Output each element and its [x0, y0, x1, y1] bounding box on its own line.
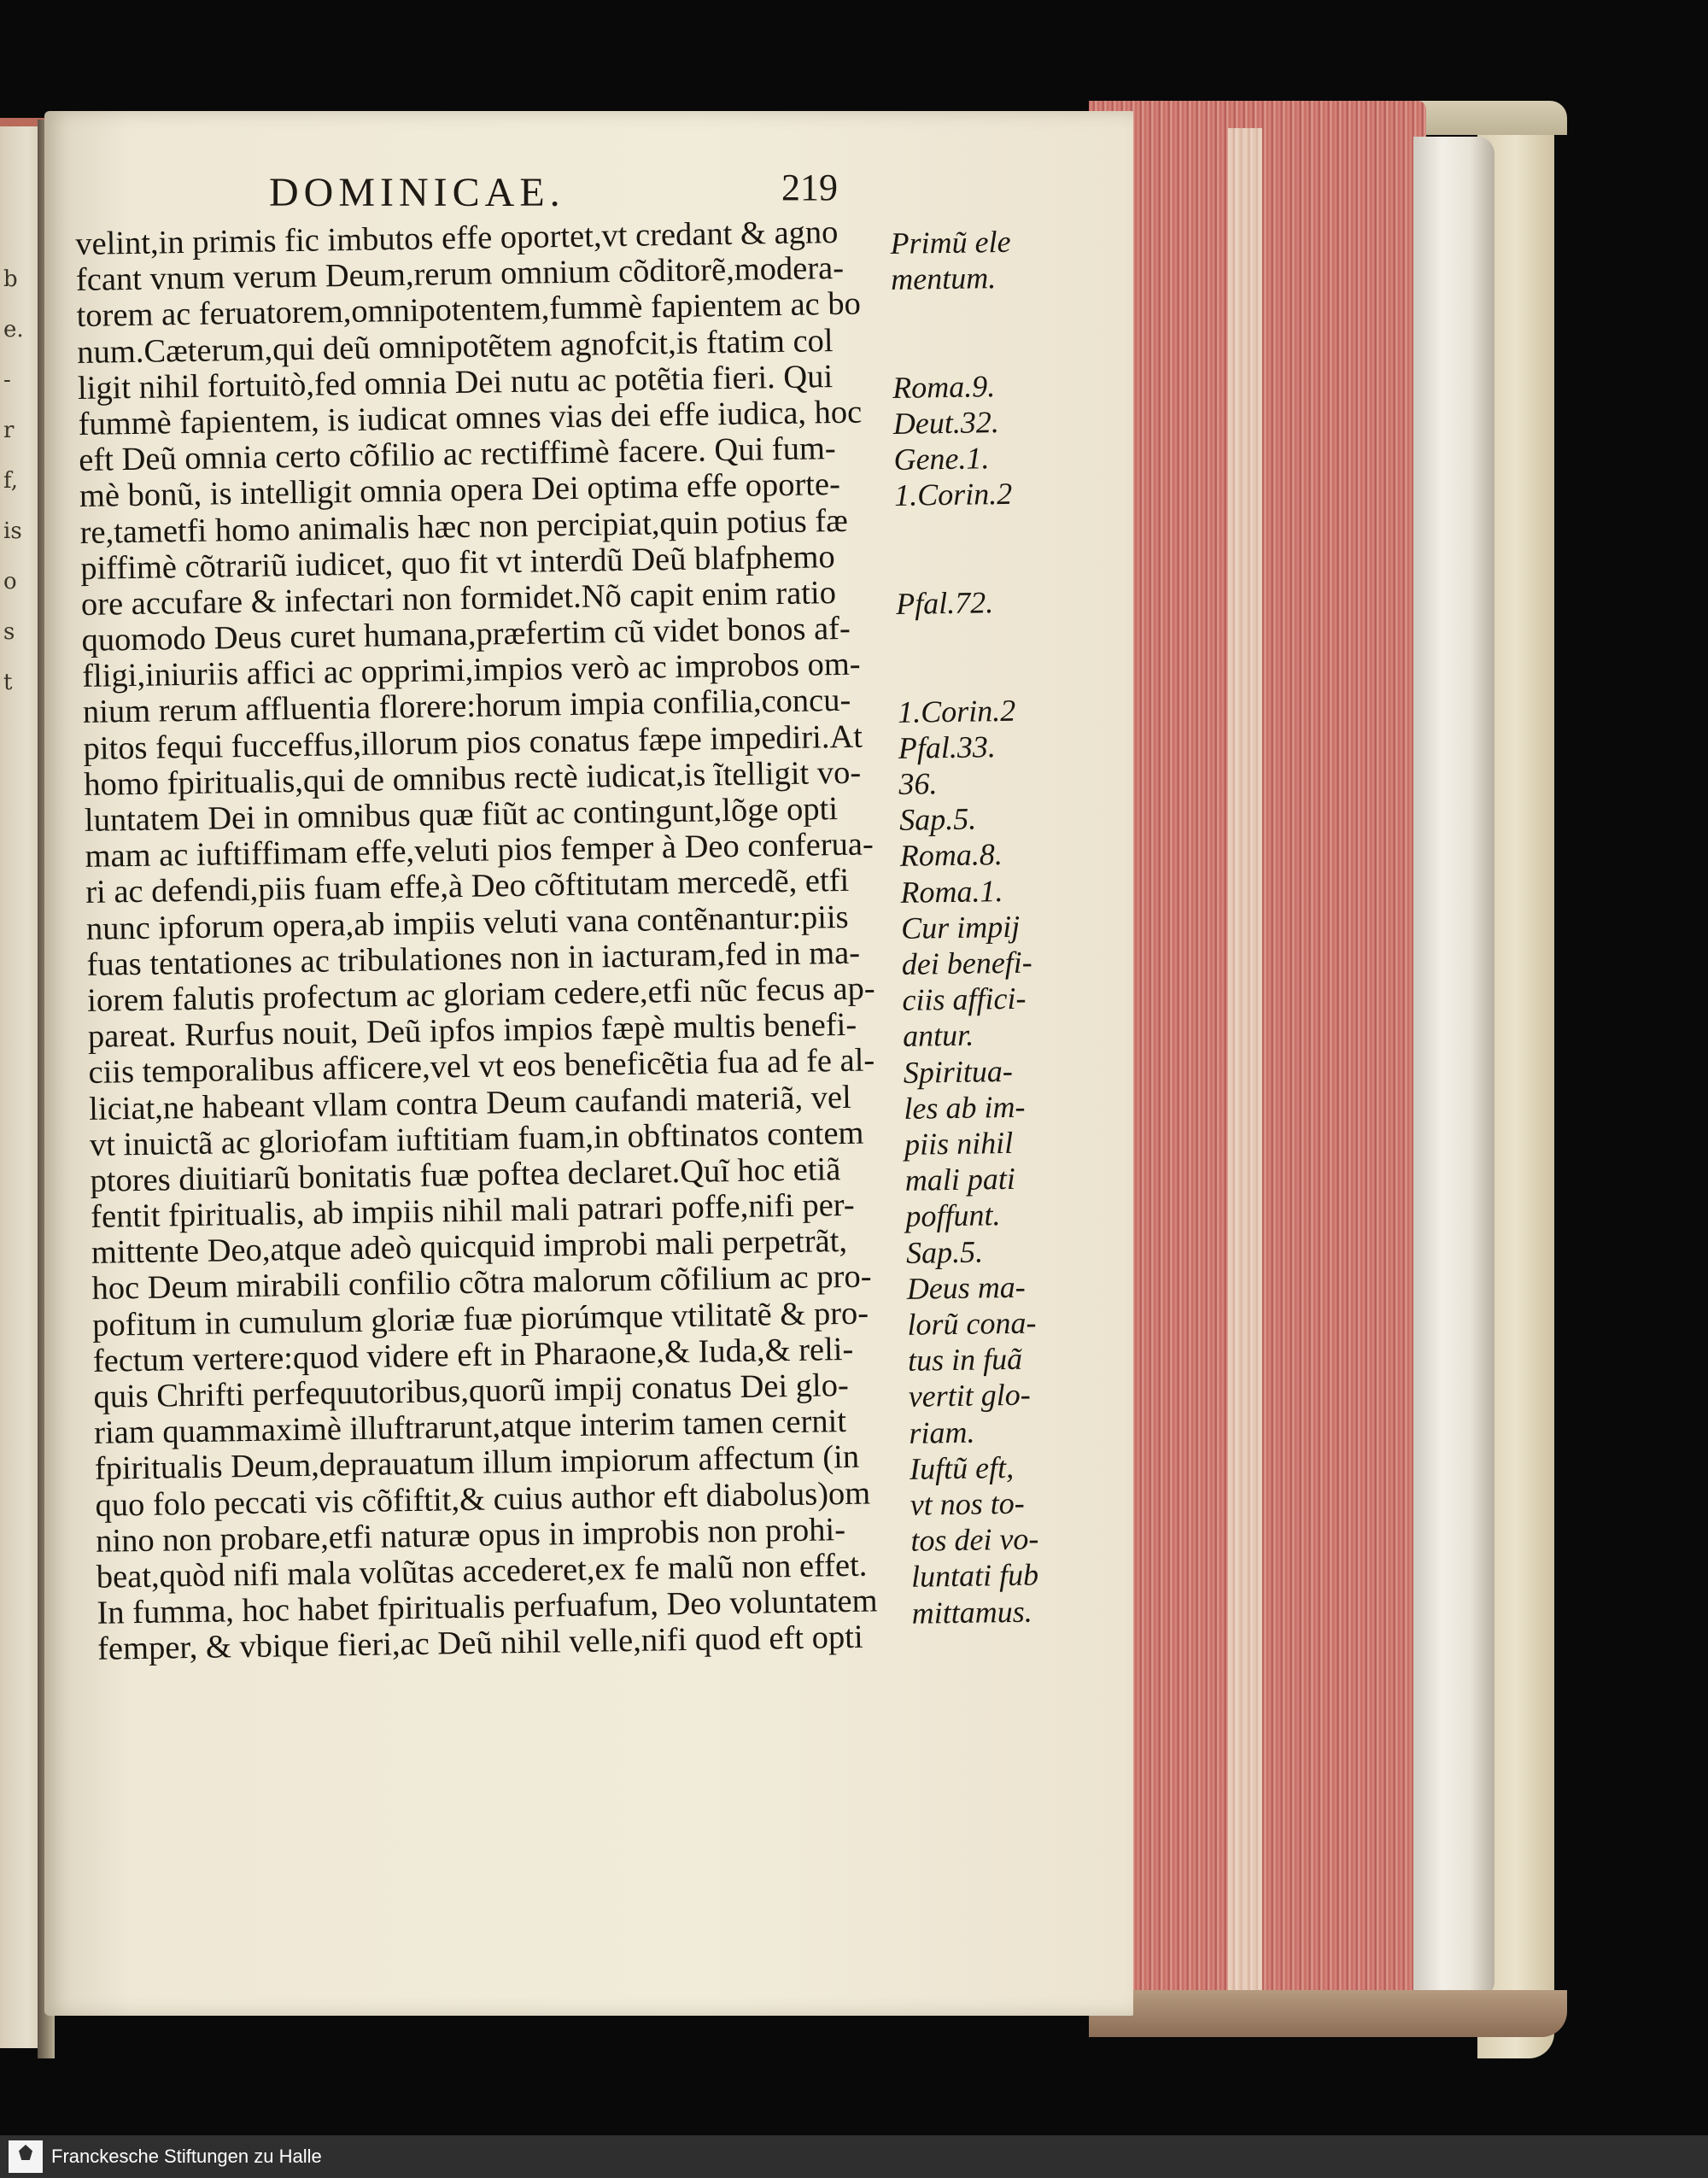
margin-note: mali pati	[904, 1162, 1016, 1198]
footer-bar	[0, 2135, 1708, 2178]
running-head: DOMINICAE.	[269, 170, 565, 215]
margin-note: Pfal.33.	[898, 729, 997, 765]
text-line: piffimè cõtrariũ iudicet, quo fit vt interdũ Deũ blafphemo	[79, 538, 835, 587]
text-line: femper, & vbique fieri,ac Deũ nihil velle,nifi quod eft opti	[97, 1619, 863, 1668]
text-line: hoc Deum mirabili confilio cõtra malorum cõfilium ac pro-	[91, 1258, 872, 1308]
margin-note: vt nos to-	[910, 1485, 1026, 1522]
text-line: ore accufare & infectari non formidet.Nõ capit enim ratio	[80, 574, 837, 623]
text-line: fpiritualis Deum,deprauatum illum impiorum affectum (in	[94, 1439, 860, 1488]
footer-label: Franckesche Stiftungen zu Halle	[51, 2146, 322, 2167]
text-line: eft Deũ omnia certo cõfilio ac rectiffimè facere. Qui fum-	[78, 430, 837, 479]
left-page-mark: e.	[3, 317, 24, 343]
text-line: ciis temporalibus afficere,vel vt eos beneficẽtia fua ad fe al-	[88, 1042, 875, 1092]
left-page-mark: s	[3, 619, 15, 645]
margin-note: piis nihil	[904, 1125, 1014, 1162]
left-page-mark: f,	[3, 468, 18, 494]
text-line: mam ac iuftiffimam effe,veluti pios femper à Deo conferua-	[85, 826, 874, 875]
margin-note: Roma.8.	[899, 837, 1003, 874]
margin-note: vertit glo-	[908, 1377, 1032, 1414]
franckesche-stiftungen-logo-icon	[9, 2140, 43, 2173]
text-line: iorem falutis profectum ac gloriam cedere,etfi nũc fecus ap-	[86, 970, 875, 1019]
text-line: quomodo Deus curet humana,præfertim cũ videt bonos af-	[81, 610, 851, 659]
endpaper-edge	[1413, 137, 1494, 1999]
text-line: mittente Deo,atque adeò quicquid improbi mali perpetrãt,	[91, 1223, 848, 1272]
margin-note: tos dei vo-	[910, 1521, 1039, 1558]
text-line: pitos fequi fucceffus,illorum pios conatus fæpe impediri.At	[83, 718, 863, 767]
text-line: ptores diuitiarũ bonitatis fuæ poftea declaret.Quĩ hoc etiã	[90, 1150, 841, 1199]
margin-note: 36.	[898, 766, 938, 801]
left-page-mark: o	[3, 569, 17, 594]
text-line: velint,in primis fic imbutos effe oportet,vt credant & agno	[75, 214, 839, 262]
text-line: luntatem Dei in omnibus quæ fiũt ac contingunt,lõge opti	[84, 791, 839, 839]
text-line: fummè fapientem, is iudicat omnes vias dei effe iudica, hoc	[78, 394, 863, 442]
text-line: nium rerum affluentia florere:horum impia confilia,concu-	[82, 682, 851, 731]
text-line: ligit nihil fortuitò,fed omnia Dei nutu ac potẽtia fieri. Qui	[77, 358, 834, 407]
left-page-mark: -	[3, 367, 11, 393]
margin-note: mittamus.	[911, 1594, 1033, 1631]
text-line: re,tametfi homo animalis hæc non percipiat,quin potius fæ	[79, 502, 849, 551]
cover-bottom-edge	[1089, 1990, 1567, 2037]
text-line: riam quammaximè illuftrarunt,atque interim tamen cernit	[93, 1403, 847, 1452]
text-line: fligi,iniuriis affici ac opprimi,impios verò ac improbos om-	[81, 646, 861, 695]
page-number: 219	[781, 167, 838, 208]
margin-note: luntati fub	[910, 1557, 1039, 1595]
text-line: fentit fpiritualis, ab impiis nihil mali patrari poffe,nifi per-	[90, 1186, 855, 1235]
text-line: liciat,ne habeant vllam contra Deum caufandi materiã, vel	[88, 1079, 852, 1127]
text-line: mè bonũ, is intelligit omnia opera Dei optima effe oporte-	[79, 466, 841, 515]
text-line: num.Cæterum,qui deũ omnipotẽtem agnofcit,is ftatim col	[76, 322, 834, 371]
text-line: quis Chrifti perfequutoribus,quorũ impij conatus Dei glo-	[93, 1367, 850, 1415]
margin-note: Cur impij	[900, 909, 1021, 946]
text-line: pareat. Rurfus nouit, Deũ ipfos impios fæpè multis benefi-	[87, 1006, 857, 1056]
text-line: fectum vertere:quod videre eft in Pharaone,& Iuda,& reli-	[92, 1331, 854, 1379]
margin-note: dei benefi-	[901, 945, 1033, 981]
margin-note: Deus ma-	[906, 1269, 1027, 1306]
text-line: pofitum in cumulum gloriæ fuæ piorúmque vtilitatẽ & pro-	[91, 1295, 869, 1344]
left-page-mark: t	[3, 670, 13, 695]
text-line: quo folo peccati vis cõfiftit,& cuius author eft diabolus)om	[95, 1475, 871, 1524]
fore-edge-light-band	[1228, 128, 1262, 1990]
text-line: nunc ipforum opera,ab impiis veluti vana contẽnantur:piis	[85, 899, 849, 947]
text-line: In fumma, hoc habet fpiritualis perfuafum, Deo voluntatem	[97, 1583, 878, 1631]
margin-note: Iuftũ eft,	[909, 1449, 1015, 1486]
text-line: homo fpiritualis,qui de omnibus rectè iudicat,is ĩtelligit vo-	[83, 754, 862, 803]
margin-note: Deut.32.	[892, 405, 1000, 441]
margin-note: Sap.5.	[905, 1234, 984, 1270]
margin-note: ciis affici-	[902, 981, 1027, 1018]
body-text	[75, 214, 917, 1667]
margin-note: riam.	[909, 1414, 975, 1450]
text-line: torem ac feruatorem,omnipotentem,fummè fapientem ac bo	[76, 285, 862, 335]
margin-note: tus in fuã	[907, 1341, 1023, 1379]
text-line: beat,quòd nifi mala volũtas accederet,ex fe malũ non effet.	[96, 1547, 868, 1595]
margin-note: poffunt.	[905, 1197, 1001, 1234]
margin-note: Gene.1.	[893, 441, 990, 477]
margin-note: Roma.9.	[892, 368, 996, 405]
margin-note: Pfal.72.	[895, 585, 994, 621]
margin-note: 1.Corin.2	[897, 693, 1016, 729]
margin-note: mentum.	[890, 261, 997, 297]
text-line: vt inuictã ac gloriofam iuftitiam fuam,in obftinatos contem	[89, 1115, 864, 1163]
text-line: fcant vnum verum Deum,rerum omnium cõditorẽ,modera-	[75, 250, 845, 299]
margin-note: Primũ ele	[890, 224, 1011, 261]
margin-note: lorũ cona-	[907, 1305, 1037, 1342]
margin-note: Sap.5.	[898, 801, 977, 838]
text-line: fuas tentationes ac tribulationes non in iacturam,fed in ma-	[86, 934, 861, 983]
margin-note: Roma.1.	[900, 873, 1003, 910]
text-line: ri ac defendi,piis fuam effe,à Deo cõftitutam mercedẽ, etfi	[85, 863, 850, 911]
margin-note: 1.Corin.2	[893, 477, 1013, 513]
left-page-mark: r	[3, 418, 15, 443]
left-page-mark: b	[3, 266, 18, 292]
left-page-marks	[3, 255, 38, 708]
text-line: nino non probare,etfi naturæ opus in improbis non prohi-	[95, 1511, 846, 1560]
margin-note: les ab im-	[904, 1089, 1026, 1126]
margin-note: Spiritua-	[903, 1053, 1014, 1090]
margin-note: antur.	[902, 1017, 974, 1054]
left-page-mark: is	[3, 518, 22, 544]
